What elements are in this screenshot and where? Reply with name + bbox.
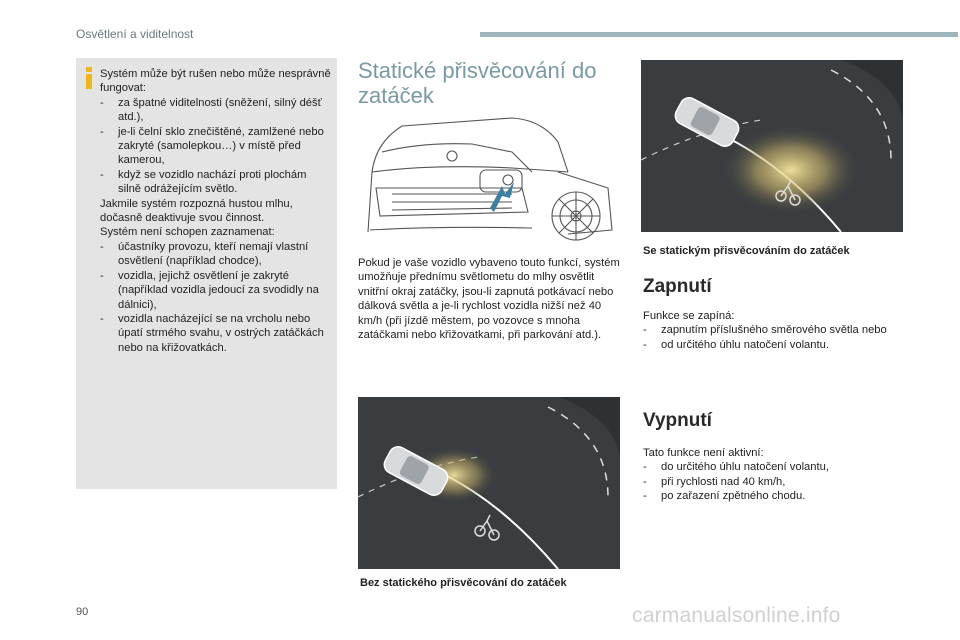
note-list-item: - účastníky provozu, kteří nemají vlastní osvětlení (například chodce), [100, 240, 309, 268]
watermark: carmanualsonline.info [632, 604, 841, 627]
note-list-item: - je-li čelní sklo znečištěné, zamlžené nebo zakryté (samolepkou…) v místě před kamerou, [100, 125, 324, 167]
note-list-item: - vozidla, jejichž osvětlení je zakryté (například vozidla jedoucí za svodidly na dálnici), [100, 269, 319, 311]
header-rule [480, 32, 958, 37]
intro-paragraph: Pokud je vaše vozidlo vybaveno touto funkcí, systém umožňuje přednímu světlometu do mlhy osvětlit vnitřní okraj zatáčky, jsou-li zapnutá potkávací nebo dálková světla a je-li rychlost vozidla nižší než 40 km/h (při jízdě městem, po vozovce s mnoha zatáčkami nebo křižovatkami, při parkování atd.). [358, 257, 620, 342]
list-intro: Funkce se zapíná: [643, 310, 735, 322]
note-list-item: - za špatné viditelnosti (sněžení, silný déšť atd.), [100, 96, 322, 124]
page-title: Statické přisvěcování do zatáček [358, 58, 597, 108]
heading-switch-off: Vypnutí [643, 410, 712, 431]
page-number: 90 [76, 606, 89, 618]
switch-on-list [643, 309, 893, 352]
caption-without-cornering-light: Bez statického přisvěcování do zatáček [360, 577, 567, 589]
list-item: - zapnutím příslušného směrového světla nebo [643, 324, 887, 337]
list-intro: Tato funkce není aktivní: [643, 447, 764, 459]
note-list-item: - když se vozidlo nachází proti plochám silně odrážejícím světlo. [100, 168, 307, 196]
list-item: - do určitého úhlu natočení volantu, [643, 461, 829, 474]
note-line: Jakmile systém rozpozná hustou mlhu, dočasně deaktivuje svou činnost. [100, 197, 293, 225]
heading-switch-on: Zapnutí [643, 276, 712, 297]
info-note-text [100, 67, 332, 355]
info-icon [84, 67, 94, 89]
note-list-item: - vozidla nacházející se na vrcholu nebo úpatí strmého svahu, v ostrých zatáčkách nebo na křižovatkách. [100, 312, 324, 354]
illustration-with-cornering-light [641, 60, 903, 232]
list-item: - při rychlosti nad 40 km/h, [643, 475, 786, 488]
note-line: Systém není schopen zaznamenat: [100, 226, 275, 239]
list-item: - od určitého úhlu natočení volantu. [643, 338, 829, 351]
info-note-box [76, 58, 337, 489]
section-title: Osvětlení a viditelnost [76, 27, 194, 41]
switch-off-list [643, 446, 893, 504]
caption-with-cornering-light: Se statickým přisvěcováním do zatáček [643, 245, 850, 257]
list-item: - po zařazení zpětného chodu. [643, 490, 806, 503]
illustration-without-cornering-light [358, 397, 620, 569]
car-front-illustration [362, 112, 618, 244]
note-line: Systém může být rušen nebo může nesprávně fungovat: [100, 68, 331, 95]
